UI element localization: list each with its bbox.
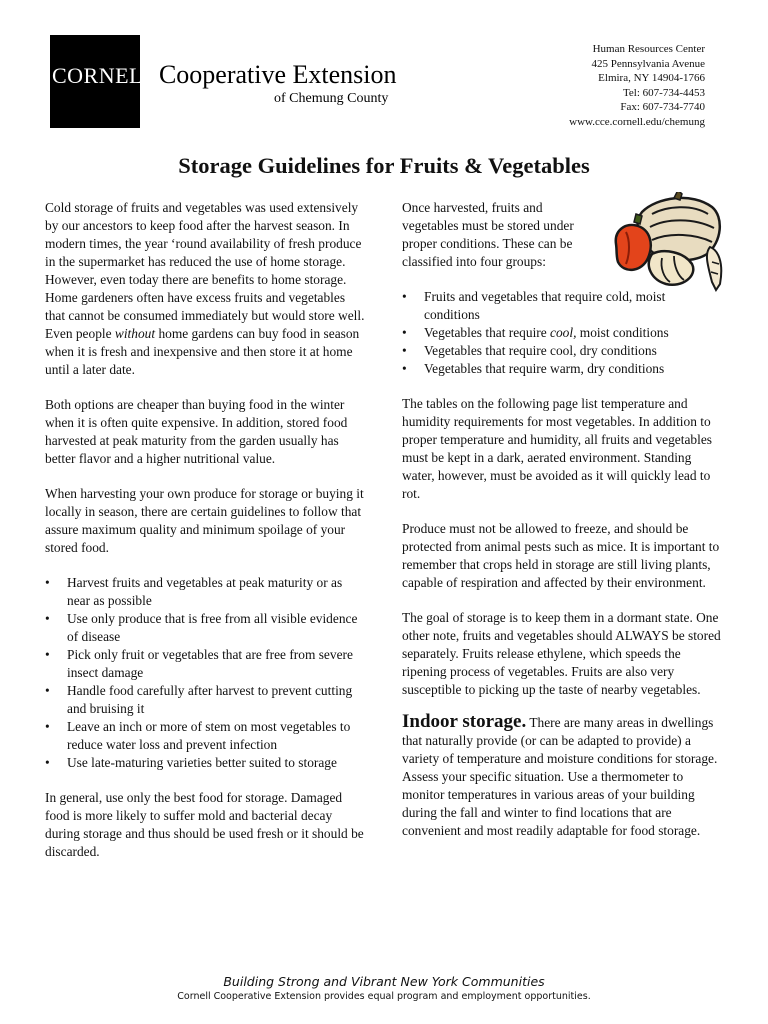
indoor-storage-text: There are many areas in dwellings that naturally provide (or can be adapted to provide) a variety of temperature and moisture conditions for storage. Assess your specific situation. Use a thermometer to monitor temperatures in various areas of your building during the fall and winter to find locations that are convenient and most readily adaptable for food storage. [402,715,718,838]
list-item: • Use late-maturing varieties better suited to storage [45,754,365,772]
list-item: • Fruits and vegetables that require cold, moist conditions [402,288,724,324]
list-item: • Handle food carefully after harvest to prevent cutting and bruising it [45,682,365,718]
intro-emphasis: without [114,326,156,341]
address-tel: Tel: 607-734-4453 [622,86,705,99]
page-title: Storage Guidelines for Fruits & Vegetables [178,153,590,178]
address-org: Human Resources Center [592,43,705,55]
list-item: • Use only produce that is free from all visible evidence of disease [45,610,365,646]
address-street: 425 Pennsylvania Avenue [591,57,705,70]
tables-paragraph: The tables on the following page list temperature and humidity requirements for most vegetables. In addition to proper temperature and humidity, all fruits and vegetables must be kept in a dark, aerated environment. Standing water, however, must be avoided as it will quickly lead to rot. [402,396,712,501]
logo-cornell: CORNELL [52,63,157,88]
logo-cooperative-extension: Cooperative Extension [158,60,397,89]
office-address [485,42,705,130]
list-item: • Vegetables that require cool, dry conditions [402,342,724,360]
group-emphasis: cool, [550,325,577,340]
intro-text-b: home gardens can buy food in season when it is fresh and inexpensive and then store it at home until a later date. [45,326,360,377]
list-item [402,324,724,342]
address-web[interactable]: www.cce.cornell.edu/chemung [569,115,705,128]
list-item: • Leave an inch or more of stem on most vegetables to reduce water loss and prevent infection [45,718,365,754]
goal-paragraph: The goal of storage is to keep them in a dormant state. One other note, fruits and vegetables should ALWAYS be stored separately. Fruits release ethylene, which speeds the ripening process of vegetables. Fruits are also very susceptible to picking up the taste of nearby vegetables. [402,610,721,697]
right-column [402,199,724,840]
logo-wordmark [52,62,397,88]
list-item: • Vegetables that require warm, dry conditions [402,360,724,378]
left-column [45,199,365,861]
intro-text-a: Cold storage of fruits and vegetables was used extensively by our ancestors to keep food after the harvest season. In modern times, the year ‘round availability of fresh produce in the supermarket has reduced the use of home storage. However, even today there are benefits to home storage. Home gardeners often have excess fruits and vegetables that cannot be consumed immediately but would store well. Even people [45,200,365,341]
quality-paragraph: In general, use only the best food for storage. Damaged food is more likely to suffer mold and bacterial decay during storage and thus should be used fresh or it should be discarded. [45,790,364,859]
freeze-paragraph: Produce must not be allowed to freeze, and should be protected from animal pests such as mice. It is important to remember that crops held in storage are still living plants, capable of respiration and affected by their environment. [402,521,720,590]
storage-intro: Once harvested, fruits and vegetables must be stored under proper conditions. These can be classified into four groups: [402,200,574,269]
harvest-paragraph: When harvesting your own produce for storage or buying it locally in season, there are certain guidelines to follow that assure maximum quality and minimum spoilage of your stored food. [45,486,364,555]
intro-paragraph [45,199,365,379]
logo-county: of Chemung County [274,91,389,106]
address-fax: Fax: 607-734-7740 [620,101,705,114]
footer-tagline: Building Strong and Vibrant New York Communities [223,974,545,989]
indoor-storage-paragraph [402,713,724,840]
page-footer [0,974,768,1003]
footer-equal-opportunity: Cornell Cooperative Extension provides equal program and employment opportunities. [177,991,591,1002]
group-text-b: moist conditions [576,325,669,340]
harvest-guidelines-list [45,574,365,772]
address-city: Elmira, NY 14904-1766 [598,72,705,85]
storage-groups-list [402,288,724,378]
benefits-paragraph: Both options are cheaper than buying food in the winter when it is often quite expensive. In addition, stored food harvested at peak maturity from the garden usually has better flavor and a higher nutritional value. [45,397,348,466]
list-item: • Harvest fruits and vegetables at peak maturity or as near as possible [45,574,365,610]
indoor-storage-heading: Indoor storage. [402,711,527,732]
group-text-a: Vegetables that require [424,325,551,340]
list-item: • Pick only fruit or vegetables that are free from severe insect damage [45,646,365,682]
